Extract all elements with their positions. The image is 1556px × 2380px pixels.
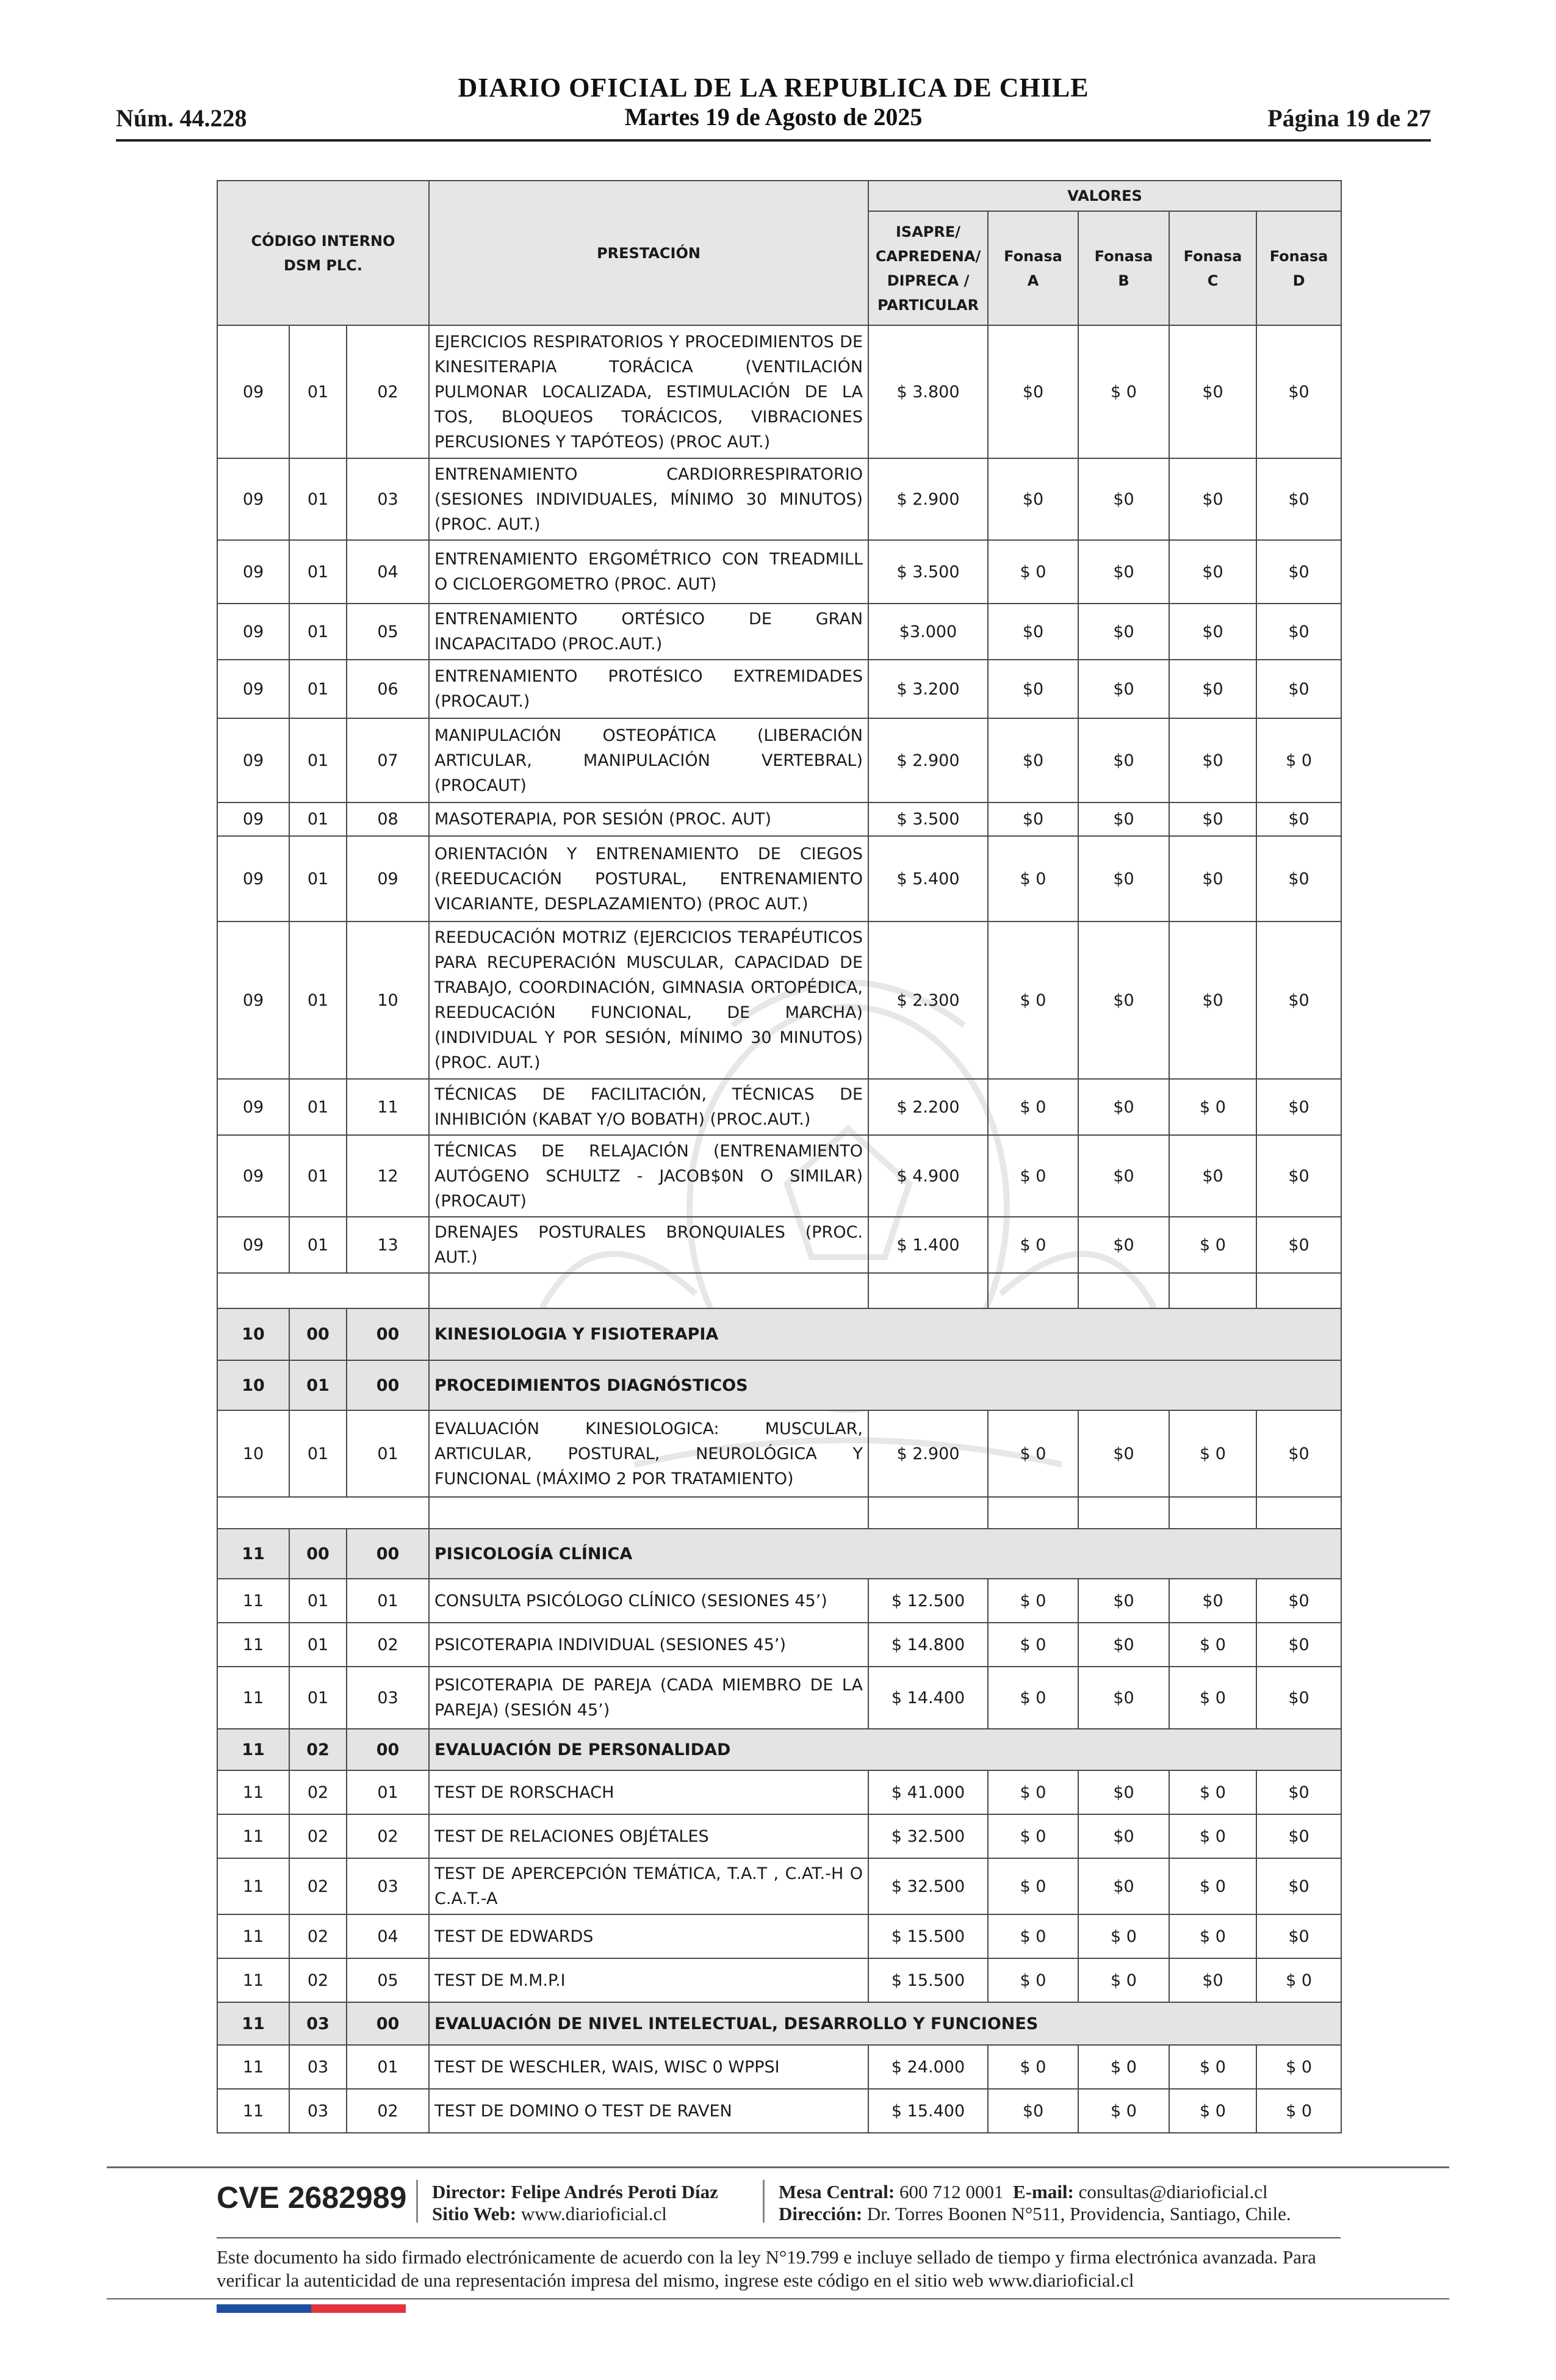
fonasa-d-value: $0: [1256, 1667, 1341, 1729]
isapre-value: $ 12.500: [868, 1579, 988, 1623]
fonasa-d-value: $0: [1256, 836, 1341, 921]
prestacion-cell: PSICOTERAPIA INDIVIDUAL (SESIONES 45’): [429, 1623, 868, 1667]
code-cell-1: 09: [217, 1217, 289, 1273]
fonasa-c-value: $ 0: [1169, 1814, 1256, 1858]
code-cell-1: 11: [217, 1729, 289, 1770]
fonasa-b-value: $0: [1078, 921, 1169, 1079]
fonasa-d-value: $0: [1256, 1914, 1341, 1958]
prestacion-cell: ENTRENAMIENTO CARDIORRESPIRATORIO (SESIONES INDIVIDUALES, MÍNIMO 30 MINUTOS) (PROC. AUT.): [429, 458, 868, 540]
isapre-value: $ 32.500: [868, 1814, 988, 1858]
table-row: [217, 1914, 1341, 1958]
code-cell-3: 03: [347, 1667, 429, 1729]
isapre-value: $ 14.400: [868, 1667, 988, 1729]
table-row: [217, 540, 1341, 604]
code-cell-1: 09: [217, 604, 289, 660]
table-row: [217, 1135, 1341, 1217]
empty-cell: [1078, 1497, 1169, 1529]
empty-cell: [1256, 1497, 1341, 1529]
code-cell-1: 09: [217, 540, 289, 604]
code-cell-2: 01: [289, 1360, 347, 1410]
prestacion-cell: TEST DE DOMINO O TEST DE RAVEN: [429, 2089, 868, 2133]
code-cell-2: 02: [289, 1729, 347, 1770]
code-cell-1: 09: [217, 718, 289, 802]
section-title: PROCEDIMIENTOS DIAGNÓSTICOS: [429, 1360, 1341, 1410]
fonasa-b-value: $0: [1078, 660, 1169, 718]
code-cell-1: 09: [217, 660, 289, 718]
table-row: [217, 1217, 1341, 1273]
header-rule: [116, 139, 1431, 142]
fonasa-b-value: $0: [1078, 836, 1169, 921]
empty-cell: [217, 1497, 429, 1529]
table-row: [217, 1079, 1341, 1135]
footer-separator: [416, 2180, 418, 2223]
code-cell-2: 01: [289, 718, 347, 802]
section-row: [217, 2002, 1341, 2045]
code-cell-3: 09: [347, 836, 429, 921]
fonasa-a-value: $ 0: [988, 1914, 1078, 1958]
fonasa-d-value: $0: [1256, 1858, 1341, 1914]
fonasa-d-value: $0: [1256, 660, 1341, 718]
fonasa-b-header: Fonasa B: [1078, 211, 1169, 325]
isapre-value: $3.000: [868, 604, 988, 660]
code-cell-1: 10: [217, 1308, 289, 1360]
fonasa-c-value: $ 0: [1169, 1914, 1256, 1958]
fonasa-d-value: $0: [1256, 1814, 1341, 1858]
fonasa-b-value: $ 0: [1078, 2089, 1169, 2133]
isapre-value: $ 15.500: [868, 1958, 988, 2002]
code-cell-3: 10: [347, 921, 429, 1079]
isapre-value: $ 41.000: [868, 1770, 988, 1814]
fonasa-a-value: $ 0: [988, 1667, 1078, 1729]
table-row: [217, 921, 1341, 1079]
fonasa-a-value: $0: [988, 660, 1078, 718]
empty-cell: [988, 1273, 1078, 1308]
fonasa-b-value: $0: [1078, 1217, 1169, 1273]
prestacion-cell: ORIENTACIÓN Y ENTRENAMIENTO DE CIEGOS (REEDUCACIÓN POSTURAL, ENTRENAMIENTO VICARIANTE, DESPLAZAMIENTO) (PROC AUT.): [429, 836, 868, 921]
code-cell-3: 02: [347, 2089, 429, 2133]
fonasa-a-value: $ 0: [988, 1135, 1078, 1217]
isapre-header: ISAPRE/ CAPREDENA/ DIPRECA / PARTICULAR: [868, 211, 988, 325]
fonasa-c-value: $ 0: [1169, 1079, 1256, 1135]
code-cell-3: 03: [347, 458, 429, 540]
prestacion-cell: MASOTERAPIA, POR SESIÓN (PROC. AUT): [429, 802, 868, 836]
code-cell-3: 00: [347, 1360, 429, 1410]
isapre-value: $ 3.200: [868, 660, 988, 718]
fonasa-c-value: $0: [1169, 540, 1256, 604]
isapre-value: $ 2.300: [868, 921, 988, 1079]
flag-stripe-blue: [217, 2304, 311, 2313]
fonasa-d-value: $ 0: [1256, 1958, 1341, 2002]
fonasa-a-value: $ 0: [988, 1217, 1078, 1273]
fonasa-d-value: $0: [1256, 1217, 1341, 1273]
fonasa-b-value: $ 0: [1078, 2045, 1169, 2089]
fonasa-d-value: $0: [1256, 1135, 1341, 1217]
empty-cell: [1169, 1273, 1256, 1308]
fonasa-b-value: $0: [1078, 1667, 1169, 1729]
code-cell-2: 01: [289, 540, 347, 604]
valores-header: VALORES: [868, 181, 1341, 211]
fonasa-c-value: $0: [1169, 1958, 1256, 2002]
table-row: [217, 802, 1341, 836]
fonasa-d-value: $ 0: [1256, 2089, 1341, 2133]
fonasa-d-value: $0: [1256, 802, 1341, 836]
footer-rule-top: [107, 2166, 1449, 2168]
fonasa-d-value: $0: [1256, 1579, 1341, 1623]
table-row: [217, 1579, 1341, 1623]
fonasa-c-value: $0: [1169, 921, 1256, 1079]
prestacion-cell: DRENAJES POSTURALES BRONQUIALES (PROC. AUT.): [429, 1217, 868, 1273]
isapre-value: $ 2.900: [868, 458, 988, 540]
code-cell-2: 01: [289, 836, 347, 921]
flag-stripe-red: [311, 2304, 406, 2313]
code-cell-1: 09: [217, 458, 289, 540]
fonasa-c-value: $ 0: [1169, 1858, 1256, 1914]
prestacion-cell: MANIPULACIÓN OSTEOPÁTICA (LIBERACIÓN ARTICULAR, MANIPULACIÓN VERTEBRAL) (PROCAUT): [429, 718, 868, 802]
footer-rule-bottom: [107, 2298, 1449, 2299]
isapre-value: $ 14.800: [868, 1623, 988, 1667]
fonasa-d-value: $0: [1256, 325, 1341, 458]
fonasa-b-value: $0: [1078, 604, 1169, 660]
code-cell-3: 04: [347, 540, 429, 604]
fonasa-a-value: $ 0: [988, 1770, 1078, 1814]
code-cell-3: 08: [347, 802, 429, 836]
fonasa-a-value: $0: [988, 802, 1078, 836]
fonasa-b-value: $0: [1078, 458, 1169, 540]
fonasa-a-value: $ 0: [988, 2045, 1078, 2089]
table-row: [217, 1858, 1341, 1914]
isapre-value: $ 24.000: [868, 2045, 988, 2089]
prestacion-cell: TÉCNICAS DE FACILITACIÓN, TÉCNICAS DE INHIBICIÓN (KABAT Y/O BOBATH) (PROC.AUT.): [429, 1079, 868, 1135]
empty-cell: [1256, 1273, 1341, 1308]
code-cell-1: 09: [217, 1135, 289, 1217]
code-cell-1: 11: [217, 1914, 289, 1958]
code-cell-3: 07: [347, 718, 429, 802]
fonasa-a-value: $ 0: [988, 1858, 1078, 1914]
prestacion-cell: TÉCNICAS DE RELAJACIÓN (ENTRENAMIENTO AUTÓGENO SCHULTZ - JACOB$0N O SIMILAR) (PROCAUT): [429, 1135, 868, 1217]
code-cell-3: 01: [347, 1410, 429, 1497]
code-cell-1: 11: [217, 2089, 289, 2133]
fonasa-a-value: $ 0: [988, 1579, 1078, 1623]
section-row: [217, 1529, 1341, 1579]
fonasa-b-value: $0: [1078, 802, 1169, 836]
fonasa-c-value: $ 0: [1169, 1770, 1256, 1814]
code-cell-1: 11: [217, 1814, 289, 1858]
fonasa-b-value: $0: [1078, 1623, 1169, 1667]
code-cell-1: 09: [217, 802, 289, 836]
code-cell-2: 01: [289, 1410, 347, 1497]
code-cell-3: 02: [347, 325, 429, 458]
code-cell-2: 01: [289, 1135, 347, 1217]
fonasa-a-value: $ 0: [988, 1623, 1078, 1667]
empty-cell: [217, 1273, 429, 1308]
fonasa-c-value: $0: [1169, 660, 1256, 718]
isapre-value: $ 3.800: [868, 325, 988, 458]
table-row: [217, 604, 1341, 660]
fonasa-d-value: $0: [1256, 1410, 1341, 1497]
code-cell-1: 10: [217, 1410, 289, 1497]
code-cell-1: 09: [217, 836, 289, 921]
table-row: [217, 325, 1341, 458]
code-cell-1: 11: [217, 1667, 289, 1729]
code-cell-1: 10: [217, 1360, 289, 1410]
code-cell-2: 03: [289, 2002, 347, 2045]
table-row: [217, 718, 1341, 802]
footer-separator: [763, 2180, 765, 2223]
code-cell-3: 00: [347, 1308, 429, 1360]
code-cell-3: 01: [347, 1579, 429, 1623]
code-cell-1: 09: [217, 1079, 289, 1135]
fonasa-b-value: $ 0: [1078, 1914, 1169, 1958]
isapre-value: $ 2.200: [868, 1079, 988, 1135]
code-cell-2: 01: [289, 1667, 347, 1729]
fonasa-a-value: $0: [988, 2089, 1078, 2133]
section-title: EVALUACIÓN DE NIVEL INTELECTUAL, DESARROLLO Y FUNCIONES: [429, 2002, 1341, 2045]
code-cell-1: 11: [217, 2045, 289, 2089]
code-cell-2: 02: [289, 1814, 347, 1858]
prestacion-cell: CONSULTA PSICÓLOGO CLÍNICO (SESIONES 45’): [429, 1579, 868, 1623]
section-row: [217, 1729, 1341, 1770]
empty-cell: [429, 1273, 868, 1308]
code-cell-2: 00: [289, 1529, 347, 1579]
fonasa-c-value: $ 0: [1169, 1410, 1256, 1497]
fonasa-d-value: $0: [1256, 1770, 1341, 1814]
fonasa-a-value: $ 0: [988, 1410, 1078, 1497]
code-cell-2: 01: [289, 1623, 347, 1667]
fonasa-c-value: $0: [1169, 1579, 1256, 1623]
code-cell-3: 00: [347, 1529, 429, 1579]
table-row: [217, 836, 1341, 921]
code-cell-2: 02: [289, 1958, 347, 2002]
fonasa-d-header: Fonasa D: [1256, 211, 1341, 325]
fonasa-d-value: $0: [1256, 921, 1341, 1079]
code-cell-1: 11: [217, 1958, 289, 2002]
fonasa-a-value: $ 0: [988, 1079, 1078, 1135]
code-cell-3: 13: [347, 1217, 429, 1273]
isapre-value: $ 15.500: [868, 1914, 988, 1958]
table-row: [217, 1667, 1341, 1729]
fonasa-d-value: $ 0: [1256, 718, 1341, 802]
fonasa-c-value: $0: [1169, 718, 1256, 802]
tariff-table: [217, 180, 1342, 2133]
table-row: [217, 1410, 1341, 1497]
table-row: [217, 1814, 1341, 1858]
footer-rule-middle: [217, 2237, 1341, 2238]
fonasa-b-value: $0: [1078, 718, 1169, 802]
prestacion-cell: REEDUCACIÓN MOTRIZ (EJERCICIOS TERAPÉUTICOS PARA RECUPERACIÓN MUSCULAR, CAPACIDAD DE TRABAJO, COORDINACIÓN, GIMNASIA ORTOPÉDICA, REEDUCACIÓN FUNCIONAL, DE MARCHA) (INDIVIDUAL Y POR SESIÓN, MÍNIMO 30 MINUTOS) (PROC. AUT.): [429, 921, 868, 1079]
code-cell-3: 06: [347, 660, 429, 718]
table-row: [217, 1770, 1341, 1814]
prestacion-cell: EVALUACIÓN KINESIOLOGICA: MUSCULAR, ARTICULAR, POSTURAL, NEUROLÓGICA Y FUNCIONAL (MÁXIMO 2 POR TRATAMIENTO): [429, 1410, 868, 1497]
fonasa-a-value: $ 0: [988, 1958, 1078, 2002]
isapre-value: $ 5.400: [868, 836, 988, 921]
empty-cell: [1078, 1273, 1169, 1308]
code-cell-3: 00: [347, 1729, 429, 1770]
code-cell-2: 03: [289, 2045, 347, 2089]
prestacion-header: PRESTACIÓN: [429, 181, 868, 325]
section-title: PISICOLOGÍA CLÍNICA: [429, 1529, 1341, 1579]
table-spacer-row: [217, 1273, 1341, 1308]
fonasa-c-value: $0: [1169, 802, 1256, 836]
empty-cell: [429, 1497, 868, 1529]
fonasa-c-value: $ 0: [1169, 1217, 1256, 1273]
page-number: Página 19 de 27: [1267, 104, 1431, 132]
empty-cell: [988, 1497, 1078, 1529]
table-row: [217, 1623, 1341, 1667]
fonasa-d-value: $0: [1256, 1623, 1341, 1667]
isapre-value: $ 4.900: [868, 1135, 988, 1217]
footer-contact-block: Mesa Central: 600 712 0001 E-mail: consultas@diarioficial.cl Dirección: Dr. Torres Boonen N°511, Providencia, Santiago, Chile.: [779, 2181, 1291, 2224]
prestacion-cell: TEST DE WESCHLER, WAIS, WISC 0 WPPSI: [429, 2045, 868, 2089]
fonasa-d-value: $0: [1256, 604, 1341, 660]
isapre-value: $ 1.400: [868, 1217, 988, 1273]
fonasa-c-value: $ 0: [1169, 2089, 1256, 2133]
issue-number: Núm. 44.228: [116, 104, 247, 132]
prestacion-cell: TEST DE EDWARDS: [429, 1914, 868, 1958]
fonasa-c-value: $0: [1169, 325, 1256, 458]
table-row: [217, 660, 1341, 718]
prestacion-cell: ENTRENAMIENTO PROTÉSICO EXTREMIDADES (PROCAUT.): [429, 660, 868, 718]
code-cell-3: 03: [347, 1858, 429, 1914]
code-cell-2: 02: [289, 1858, 347, 1914]
code-cell-3: 01: [347, 1770, 429, 1814]
code-cell-2: 01: [289, 660, 347, 718]
fonasa-d-value: $ 0: [1256, 2045, 1341, 2089]
code-cell-3: 04: [347, 1914, 429, 1958]
code-header: CÓDIGO INTERNO DSM PLC.: [217, 181, 429, 325]
fonasa-a-header: Fonasa A: [988, 211, 1078, 325]
fonasa-b-value: $0: [1078, 1858, 1169, 1914]
code-cell-2: 02: [289, 1770, 347, 1814]
code-cell-1: 11: [217, 2002, 289, 2045]
fonasa-b-value: $0: [1078, 1135, 1169, 1217]
table-row: [217, 2045, 1341, 2089]
code-cell-2: 01: [289, 802, 347, 836]
isapre-value: $ 2.900: [868, 718, 988, 802]
fonasa-b-value: $ 0: [1078, 325, 1169, 458]
prestacion-cell: TEST DE M.M.P.I: [429, 1958, 868, 2002]
code-cell-2: 01: [289, 458, 347, 540]
code-cell-3: 02: [347, 1623, 429, 1667]
fonasa-c-value: $0: [1169, 836, 1256, 921]
fonasa-a-value: $ 0: [988, 1814, 1078, 1858]
fonasa-c-value: $ 0: [1169, 1623, 1256, 1667]
code-cell-1: 09: [217, 325, 289, 458]
isapre-value: $ 15.400: [868, 2089, 988, 2133]
fonasa-d-value: $0: [1256, 540, 1341, 604]
code-cell-3: 01: [347, 2045, 429, 2089]
code-cell-3: 05: [347, 1958, 429, 2002]
code-cell-2: 01: [289, 325, 347, 458]
website-link[interactable]: www.diarioficial.cl: [520, 2203, 667, 2224]
fonasa-a-value: $0: [988, 325, 1078, 458]
fonasa-b-value: $0: [1078, 1770, 1169, 1814]
cve-code: CVE 2682989: [217, 2180, 407, 2215]
empty-cell: [868, 1273, 988, 1308]
prestacion-cell: PSICOTERAPIA DE PAREJA (CADA MIEMBRO DE LA PAREJA) (SESIÓN 45’): [429, 1667, 868, 1729]
fonasa-b-value: $0: [1078, 1814, 1169, 1858]
code-cell-2: 01: [289, 1079, 347, 1135]
isapre-value: $ 2.900: [868, 1410, 988, 1497]
fonasa-b-value: $0: [1078, 1079, 1169, 1135]
section-row: [217, 1308, 1341, 1360]
section-title: KINESIOLOGIA Y FISIOTERAPIA: [429, 1308, 1341, 1360]
code-cell-3: 11: [347, 1079, 429, 1135]
code-cell-3: 05: [347, 604, 429, 660]
prestacion-cell: TEST DE RORSCHACH: [429, 1770, 868, 1814]
table-row: [217, 2089, 1341, 2133]
publication-title: DIARIO OFICIAL DE LA REPUBLICA DE CHILE: [458, 73, 1089, 103]
fonasa-a-value: $0: [988, 604, 1078, 660]
email-link[interactable]: consultas@diarioficial.cl: [1078, 2181, 1268, 2202]
fonasa-c-value: $0: [1169, 604, 1256, 660]
code-cell-2: 01: [289, 1579, 347, 1623]
fonasa-a-value: $ 0: [988, 540, 1078, 604]
code-cell-3: 00: [347, 2002, 429, 2045]
code-cell-2: 01: [289, 921, 347, 1079]
code-cell-1: 11: [217, 1623, 289, 1667]
fonasa-b-value: $ 0: [1078, 1958, 1169, 2002]
fonasa-a-value: $ 0: [988, 836, 1078, 921]
code-cell-1: 11: [217, 1579, 289, 1623]
table-row: [217, 1958, 1341, 2002]
fonasa-a-value: $ 0: [988, 921, 1078, 1079]
fonasa-c-value: $ 0: [1169, 1667, 1256, 1729]
fonasa-b-value: $0: [1078, 540, 1169, 604]
code-cell-1: 11: [217, 1858, 289, 1914]
fonasa-b-value: $0: [1078, 1579, 1169, 1623]
fonasa-a-value: $0: [988, 458, 1078, 540]
table-row: [217, 458, 1341, 540]
code-cell-2: 00: [289, 1308, 347, 1360]
code-cell-1: 11: [217, 1770, 289, 1814]
prestacion-cell: ENTRENAMIENTO ERGOMÉTRICO CON TREADMILL O CICLOERGOMETRO (PROC. AUT): [429, 540, 868, 604]
isapre-value: $ 32.500: [868, 1858, 988, 1914]
prestacion-cell: TEST DE RELACIONES OBJÉTALES: [429, 1814, 868, 1858]
empty-cell: [868, 1497, 988, 1529]
empty-cell: [1169, 1497, 1256, 1529]
code-cell-3: 02: [347, 1814, 429, 1858]
fonasa-d-value: $0: [1256, 458, 1341, 540]
legal-notice: Este documento ha sido firmado electrónicamente de acuerdo con la ley N°19.799 e incluye sellado de tiempo y firma electrónica avanzada. Para verificar la autenticidad de una representación impresa del mismo, ingrese este código en el sitio web www.diarioficial.cl: [217, 2246, 1316, 2291]
fonasa-a-value: $0: [988, 718, 1078, 802]
isapre-value: $ 3.500: [868, 802, 988, 836]
publication-date: Martes 19 de Agosto de 2025: [624, 103, 923, 131]
code-cell-2: 01: [289, 1217, 347, 1273]
section-row: [217, 1360, 1341, 1410]
fonasa-b-value: $0: [1078, 1410, 1169, 1497]
isapre-value: $ 3.500: [868, 540, 988, 604]
page-header: [116, 72, 1431, 144]
code-cell-1: 09: [217, 921, 289, 1079]
fonasa-c-value: $0: [1169, 458, 1256, 540]
fonasa-c-value: $0: [1169, 1135, 1256, 1217]
code-cell-1: 11: [217, 1529, 289, 1579]
prestacion-cell: EJERCICIOS RESPIRATORIOS Y PROCEDIMIENTOS DE KINESITERAPIA TORÁCICA (VENTILACIÓN PULMONAR LOCALIZADA, ESTIMULACIÓN DE LA TOS, BLOQUEOS TORÁCICOS, VIBRACIONES PERCUSIONES Y TAPÓTEOS) (PROC AUT.): [429, 325, 868, 458]
prestacion-cell: TEST DE APERCEPCIÓN TEMÁTICA, T.A.T , C.AT.-H O C.A.T.-A: [429, 1858, 868, 1914]
code-cell-2: 01: [289, 604, 347, 660]
code-cell-3: 12: [347, 1135, 429, 1217]
code-cell-2: 02: [289, 1914, 347, 1958]
fonasa-d-value: $0: [1256, 1079, 1341, 1135]
footer-director-block: Director: Felipe Andrés Peroti Díaz Sitio Web: www.diarioficial.cl: [432, 2181, 718, 2224]
section-title: EVALUACIÓN DE PERS0NALIDAD: [429, 1729, 1341, 1770]
code-cell-2: 03: [289, 2089, 347, 2133]
fonasa-c-value: $ 0: [1169, 2045, 1256, 2089]
table-spacer-row: [217, 1497, 1341, 1529]
fonasa-c-header: Fonasa C: [1169, 211, 1256, 325]
prestacion-cell: ENTRENAMIENTO ORTÉSICO DE GRAN INCAPACITADO (PROC.AUT.): [429, 604, 868, 660]
